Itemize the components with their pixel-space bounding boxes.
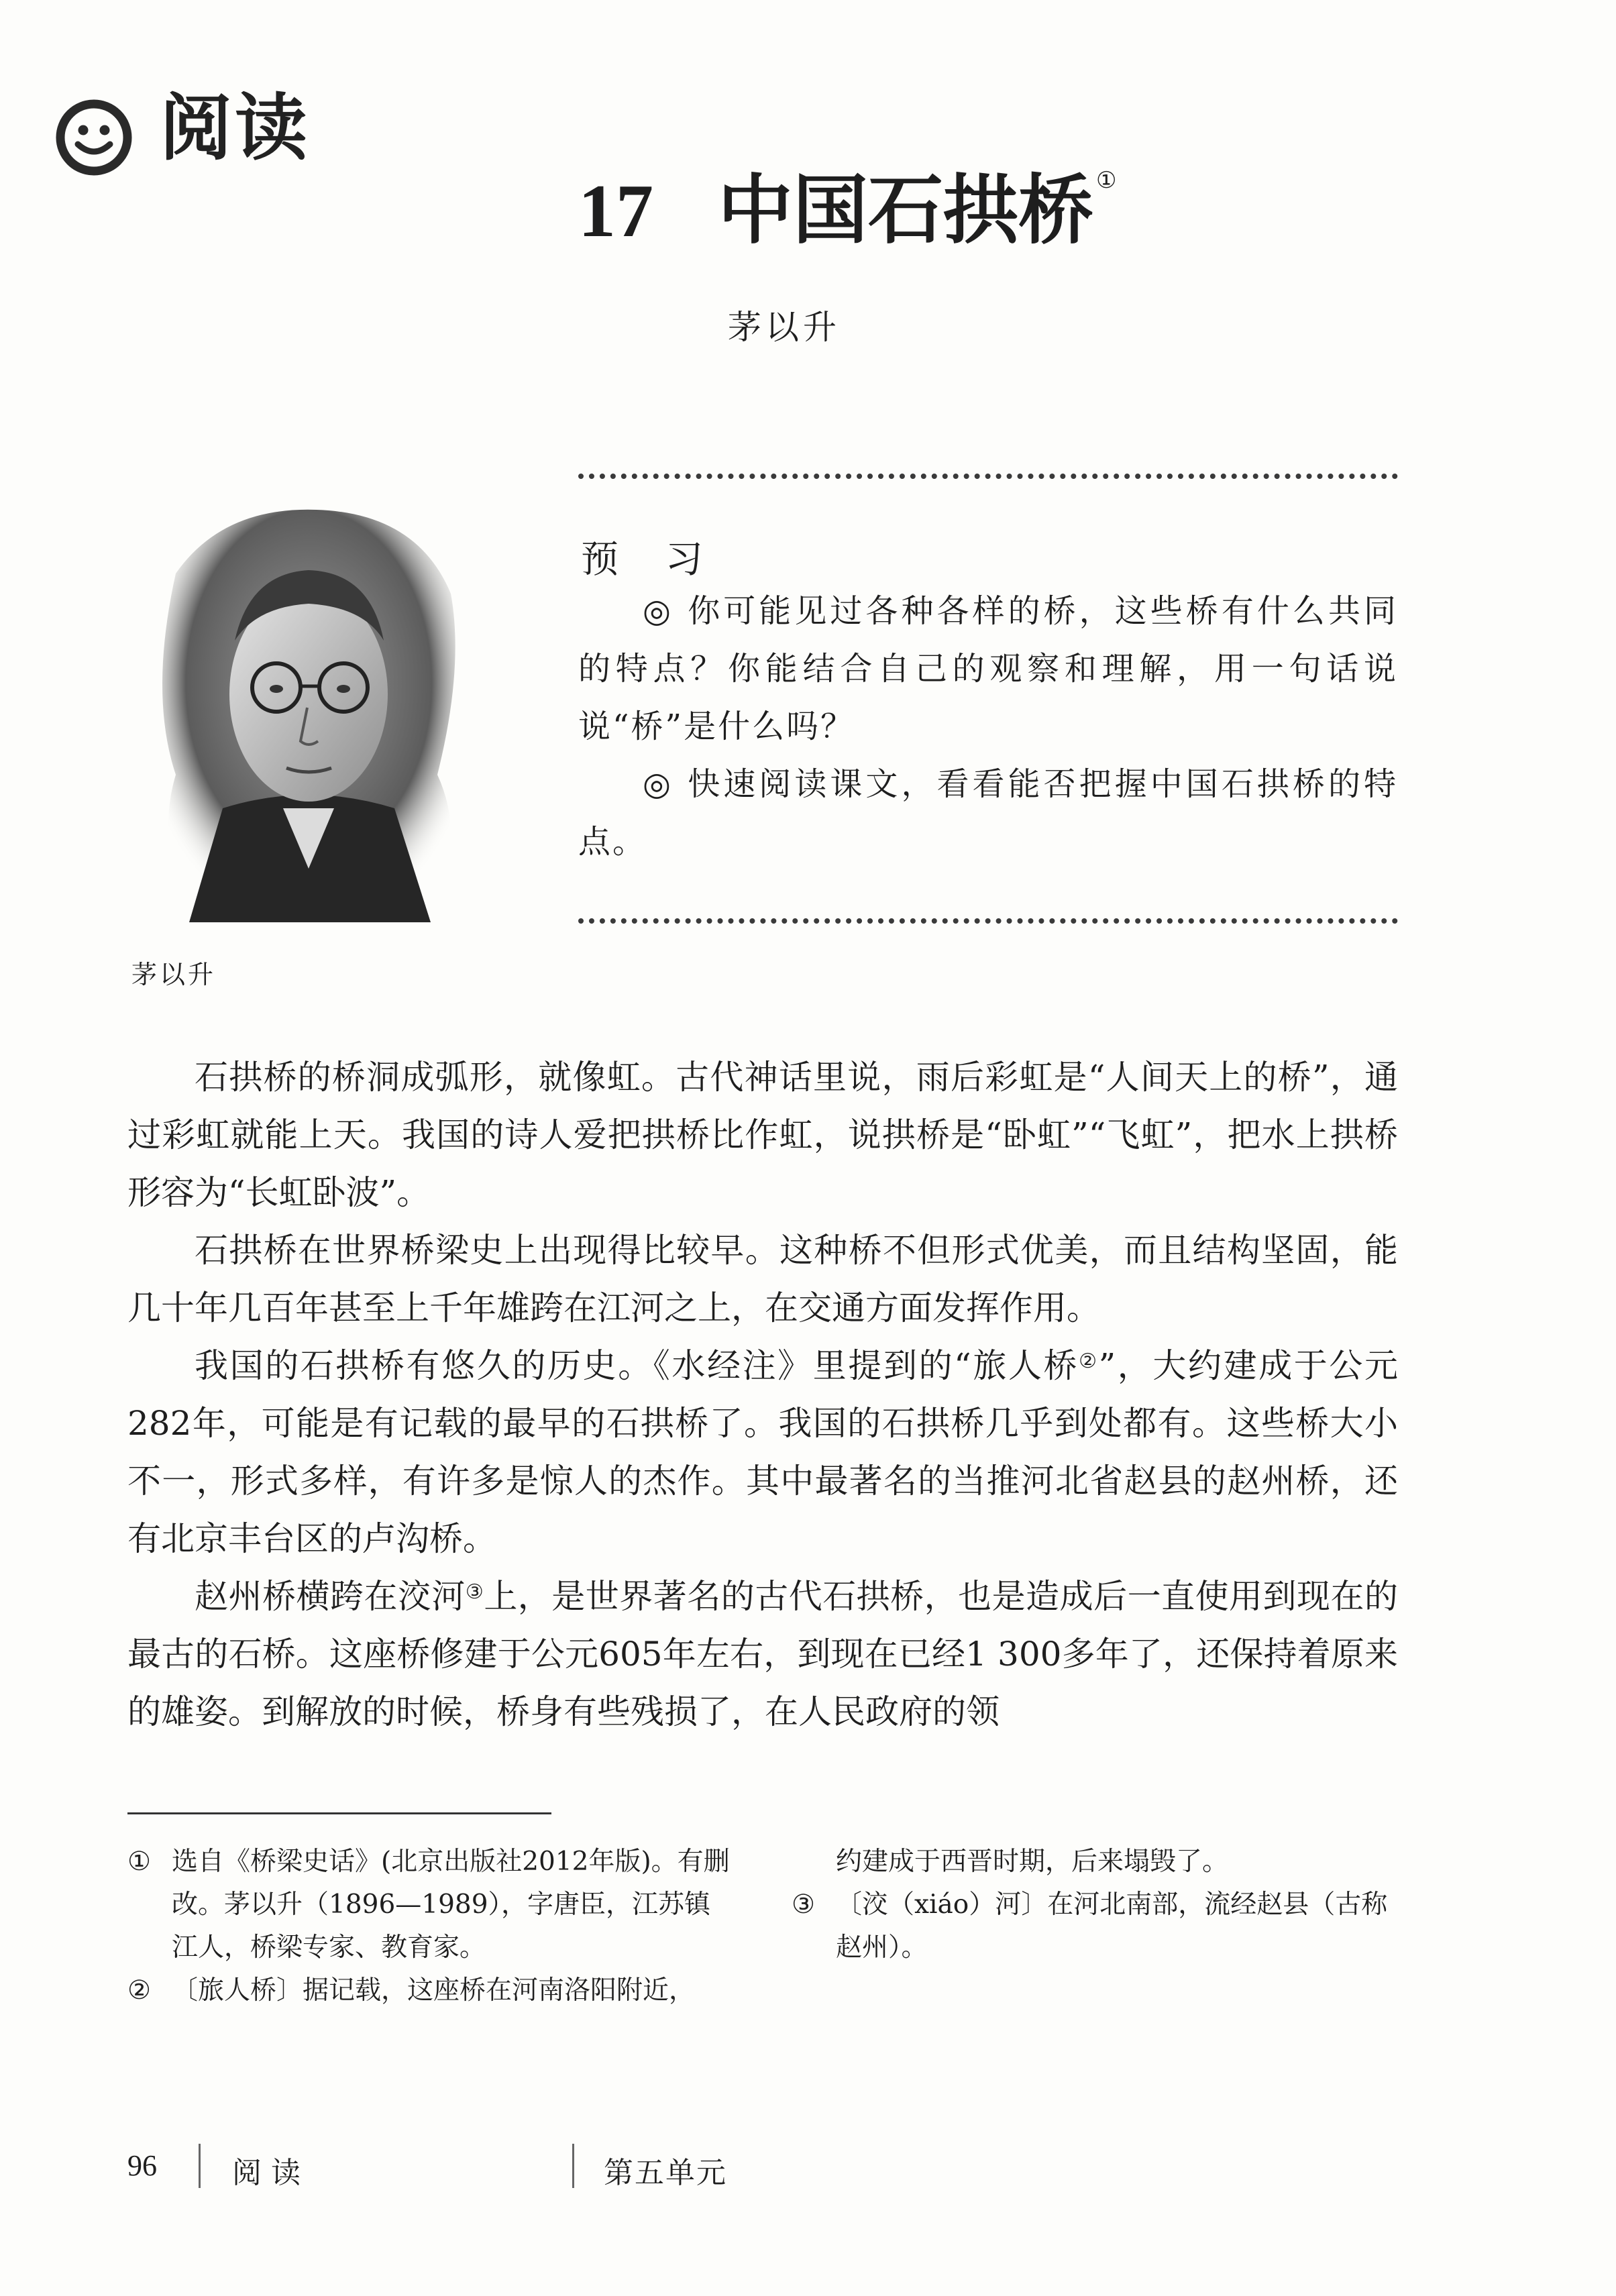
footer-divider <box>199 2144 201 2188</box>
footnote <box>127 1841 731 1969</box>
paragraph-text: 上，是世界著名的古代石拱桥，也是造成后一直使用到现在的最古的石桥。这座桥修建于公元605年左右，到现在已经1 300多年了，还保持着原来的雄姿。到解放的时候，桥身有些残损了，在人民政府的领 <box>127 1577 1399 1731</box>
lesson-title <box>578 166 1117 254</box>
footer-unit-label: 第五单元 <box>604 2156 727 2190</box>
preview-item: ◎ 你可能见过各种各样的桥，这些桥有什么共同的特点？你能结合自己的观察和理解，用一句话说说“桥”是什么吗？ <box>578 592 1398 745</box>
paragraph-text: 赵州桥横跨在洨河 <box>195 1577 466 1616</box>
lesson-title-text: 中国石拱桥 <box>718 166 1093 254</box>
title-footnote-marker: ① <box>1096 167 1117 194</box>
preview-bottom-divider <box>578 918 1398 924</box>
footnote-marker: ① <box>127 1847 151 1877</box>
section-title: 阅读 <box>160 87 311 170</box>
paragraph-text: ”，大约建成于公元282年，可能是有记载的最早的石拱桥了。我国的石拱桥几乎到处都有。这些桥大小不一，形式多样，有许多是惊人的杰作。其中最著名的当推河北省赵县的赵州桥，还有北京丰台区的卢沟桥。 <box>127 1346 1398 1558</box>
footnote-continuation: 约建成于西晋时期，后来塌毁了。 <box>836 1847 1229 1877</box>
page-number: 96 <box>127 2149 157 2182</box>
author-portrait <box>149 493 468 922</box>
footnote-text: 〔旅人桥〕据记载，这座桥在河南洛阳附近， <box>172 1975 696 2006</box>
portrait-caption: 茅以升 <box>131 960 217 989</box>
preview-item: ◎ 快速阅读课文，看看能否把握中国石拱桥的特点。 <box>578 765 1398 861</box>
footnote-text: 选自《桥梁史话》(北京出版社2012年版)。有删改。茅以升（1896—1989），字唐臣，江苏镇江人，桥梁专家、教育家。 <box>172 1847 730 1963</box>
lesson-number: 17 <box>578 170 653 253</box>
preview-heading: 预 习 <box>581 538 720 582</box>
footnotes-right-column <box>792 1841 1395 1969</box>
footnote <box>127 1969 731 2012</box>
footnotes-left-column <box>127 1841 731 2012</box>
smiley-face-icon <box>55 99 133 176</box>
footnote-rule <box>127 1812 551 1814</box>
paragraph: 石拱桥的桥洞成弧形，就像虹。古代神话里说，雨后彩虹是“人间天上的桥”，通过彩虹就能上天。我国的诗人爱把拱桥比作虹，说拱桥是“卧虹”“飞虹”，把水上拱桥形容为“长虹卧波”。 <box>127 1058 1398 1212</box>
paragraph: 石拱桥在世界桥梁史上出现得比较早。这种桥不但形式优美，而且结构坚固，能几十年几百年甚至上千年雄跨在江河之上，在交通方面发挥作用。 <box>127 1231 1398 1327</box>
footnote-text: 〔洨（xiáo）河〕在河北南部，流经赵县（古称赵州）。 <box>836 1890 1388 1963</box>
footer-divider <box>572 2144 574 2188</box>
main-text <box>127 1048 1398 1741</box>
preview-top-divider <box>578 474 1398 479</box>
paragraph <box>127 1337 1398 1568</box>
footnote-marker: ③ <box>792 1890 815 1920</box>
paragraph-text: 我国的石拱桥有悠久的历史。《水经注》里提到的“旅人桥 <box>195 1346 1079 1385</box>
footnote-ref: ② <box>1079 1350 1099 1373</box>
footnote <box>792 1883 1395 1969</box>
footnote-ref: ③ <box>465 1580 484 1604</box>
footer-section-label: 阅读 <box>232 2156 310 2190</box>
author-name: 茅以升 <box>728 308 841 347</box>
preview-body <box>578 582 1398 871</box>
paragraph <box>127 1568 1398 1741</box>
footnote-marker: ② <box>127 1975 151 2006</box>
